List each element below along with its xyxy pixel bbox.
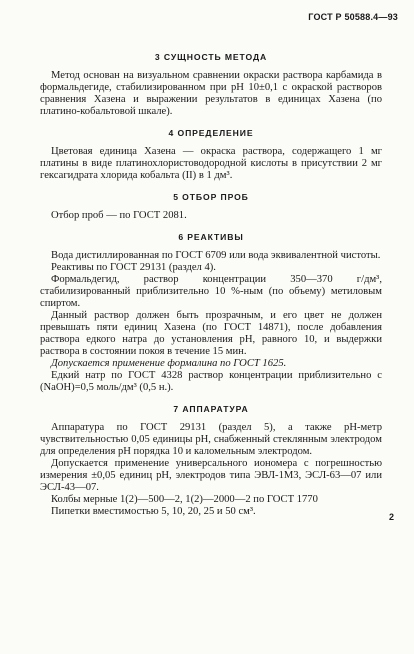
standard-header: ГОСТ Р 50588.4—93 xyxy=(308,12,398,22)
paragraph: Едкий натр по ГОСТ 4328 раствор концентрации приблизительно c (NaOH)=0,5 моль/дм³ (0,5 н.). xyxy=(40,370,382,393)
paragraph: Колбы мерные 1(2)—500—2, 1(2)—2000—2 по ГОСТ 1770 xyxy=(51,494,318,505)
paragraph: Реактивы по ГОСТ 29131 (раздел 4). xyxy=(51,262,216,273)
paragraph: Метод основан на визуальном сравнении окраски раствора карбамида в формальдегиде, стабилизированном при pH 10±0,1 с окраской растворов сравнения Хазена и выражении результатов в единицах Хазена (по платино-кобальтовой шкале). xyxy=(40,70,382,117)
paragraph: Пипетки вместимостью 5, 10, 20, 25 и 50 см³. xyxy=(51,506,256,517)
paragraph: Вода дистиллированная по ГОСТ 6709 или вода эквивалентной чистоты. xyxy=(51,250,381,261)
paragraph: Аппаратура по ГОСТ 29131 (раздел 5), а также pH-метр чувствительностью 0,05 единицы pH, снабженный стеклянным электродом для определения pH порядка 10 и каломельным электродом. xyxy=(40,422,382,457)
section-essence xyxy=(40,52,382,118)
paragraph: Отбор проб — по ГОСТ 2081. xyxy=(51,210,187,221)
paragraph: Формальдегид, раствор концентрации 350—370 г/дм³, стабилизированный приблизительно 10 %-ным (по объему) метиловым спиртом. xyxy=(40,274,382,309)
page-number: 2 xyxy=(388,512,394,522)
section-title: 3 СУЩНОСТЬ МЕТОДА xyxy=(154,52,268,62)
italic-note: Допускается применение формалина по ГОСТ 1625. xyxy=(51,358,287,369)
section-title: 4 ОПРЕДЕЛЕНИЕ xyxy=(168,128,254,138)
page-content xyxy=(40,42,382,518)
section-reagents xyxy=(40,232,382,394)
section-sampling xyxy=(40,192,382,222)
section-definition xyxy=(40,128,382,182)
paragraph: Данный раствор должен быть прозрачным, и его цвет не должен превышать пяти единиц Хазена (по ГОСТ 14871), после добавления раствора едкого натра до установления pH, равного 10, и выдержки раствора в состоянии покоя в течение 15 мин. xyxy=(40,310,382,357)
section-title: 6 РЕАКТИВЫ xyxy=(178,232,244,242)
section-apparatus xyxy=(40,404,382,518)
paragraph: Цветовая единица Хазена — окраска раствора, содержащего 1 мг платины в виде платинохлористоводородной кислоты в присутствии 2 мг гексагидрата хлорида кобальта (II) в 1 дм³. xyxy=(40,146,382,181)
section-title: 7 АППАРАТУРА xyxy=(173,404,249,414)
paragraph: Допускается применение универсального иономера с погрешностью измерения ±0,05 единиц pH, электродов типа ЭВЛ-1М3, ЭСЛ-63—07 или ЭСЛ-43—07. xyxy=(40,458,382,493)
section-title: 5 ОТБОР ПРОБ xyxy=(173,192,249,202)
